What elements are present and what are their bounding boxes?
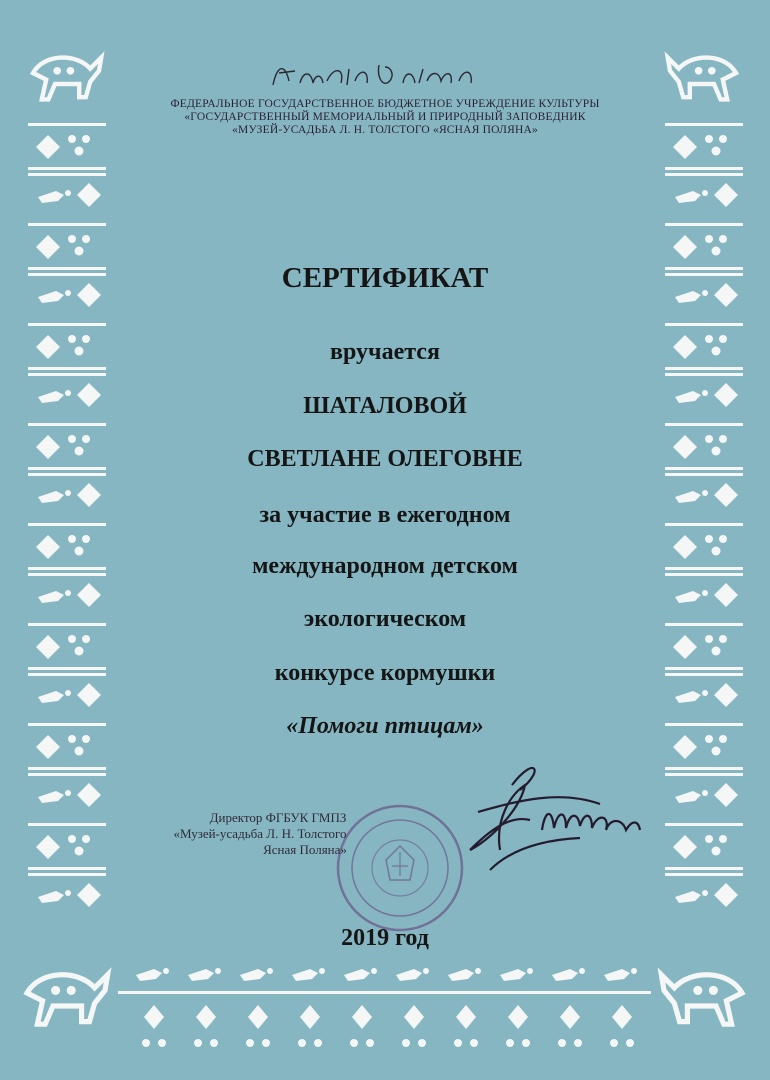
recipient-surname: ШАТАЛОВОЙ [303, 393, 467, 419]
line-participation: за участие в ежегодном [259, 502, 511, 528]
org-line-3: «МУЗЕЙ-УСАДЬБА Л. Н. ТОЛСТОГО «ЯСНАЯ ПОЛЯНА» [232, 124, 538, 136]
left-ornament-border [14, 28, 119, 1063]
director-line-2: «Музей-усадьба Л. Н. Толстого [173, 826, 347, 841]
director-line-1: Директор ФГБУК ГМПЗ [209, 810, 347, 825]
yasnaya-polyana-logo [255, 57, 495, 91]
org-line-1: ФЕДЕРАЛЬНОЕ ГОСУДАРСТВЕННОЕ БЮДЖЕТНОЕ УЧРЕЖДЕНИЕ КУЛЬТУРЫ [170, 98, 600, 110]
line-awarded: вручается [330, 339, 440, 365]
director-line-3: Ясная Поляна» [263, 842, 347, 857]
line-international: международном детском [252, 553, 518, 579]
certificate-year: 2019 год [341, 925, 429, 951]
certificate-title: СЕРТИФИКАТ [281, 262, 489, 294]
line-contest: конкурсе кормушки [274, 660, 496, 686]
recipient-name: СВЕТЛАНЕ ОЛЕГОВНЕ [247, 446, 523, 472]
right-ornament-border [651, 28, 756, 1063]
contest-name: «Помоги птицам» [286, 713, 484, 739]
director-signature [370, 760, 670, 880]
line-ecological: экологическом [303, 606, 467, 632]
org-line-2: «ГОСУДАРСТВЕННЫЙ МЕМОРИАЛЬНЫЙ И ПРИРОДНЫЙ ЗАПОВЕДНИК [184, 111, 586, 123]
bottom-ornament-border [118, 955, 651, 1067]
